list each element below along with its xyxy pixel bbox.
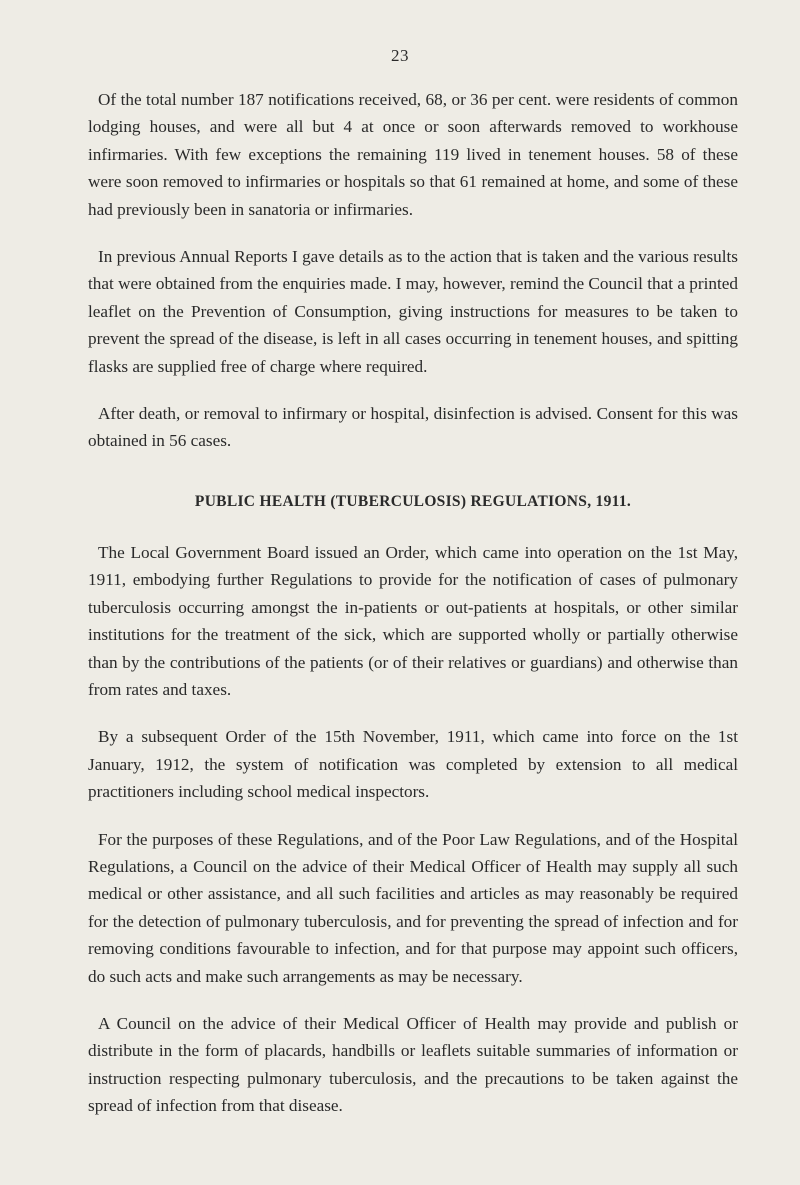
page-body bbox=[88, 86, 738, 1140]
page-number: 23 bbox=[391, 46, 409, 65]
paragraph-council-powers: For the purposes of these Regulations, and of the Poor Law Regulations, and of the Hospital Regulations, a Council on the advice of their Medical Officer of Health may supply all such medical or other assistance, and all such facilities and articles as may reasonably be required for the detection of pulmonary tuberculosis, and for preventing the spread of infection and for removing conditions favourable to infection, and for that purpose may appoint such officers, do such acts and make such arrangements as may be necessary. bbox=[88, 829, 738, 986]
paragraph-previous-reports: In previous Annual Reports I gave details as to the action that is taken and the various results that were obtained from the enquiries made. I may, however, remind the Council that a printed leaflet on the Prevention of Consumption, giving instructions for measures to be taken to prevent the spread of the disease, is left in all cases occurring in tenement houses, and spitting flasks are supplied free of charge where required. bbox=[88, 247, 738, 376]
paragraph-subsequent-order: By a subsequent Order of the 15th November, 1911, which came into force on the 1st January, 1912, the system of notification was completed by extension to all medical practitioners including school medical inspectors. bbox=[88, 727, 738, 802]
paragraph-disinfection: After death, or removal to infirmary or hospital, disinfection is advised. Consent for this was obtained in 56 cases. bbox=[88, 404, 738, 451]
paragraph-lgb-order: The Local Government Board issued an Order, which came into operation on the 1st May, 1911, embodying further Regulations to provide for the notification of cases of pulmonary tuberculosis occurring amongst the in-patients or out-patients at hospitals, or other similar institutions for the treatment of the sick, which are supported wholly or partially otherwise than by the contributions of the patients (or of their relatives or guardians) and otherwise than from rates and taxes. bbox=[88, 542, 738, 699]
paragraph-placards: A Council on the advice of their Medical Officer of Health may provide and publish or distribute in the form of placards, handbills or leaflets suitable summaries of information or instruction respecting pulmonary tuberculosis, and the precautions to be taken against the spread of infection from that disease. bbox=[88, 1013, 738, 1116]
section-heading: PUBLIC HEALTH (TUBERCULOSIS) REGULATIONS, 1911. bbox=[194, 492, 632, 510]
paragraph-notifications-summary: Of the total number 187 notifications received, 68, or 36 per cent. were residents of common lodging houses, and were all but 4 at once or soon afterwards removed to workhouse infirmaries. With few exceptions the remaining 119 lived in tenement houses. 58 of these were soon removed to infirmaries or hospitals so that 61 remained at home, and some of these had previously been in sanatoria or infirmaries. bbox=[88, 90, 738, 219]
